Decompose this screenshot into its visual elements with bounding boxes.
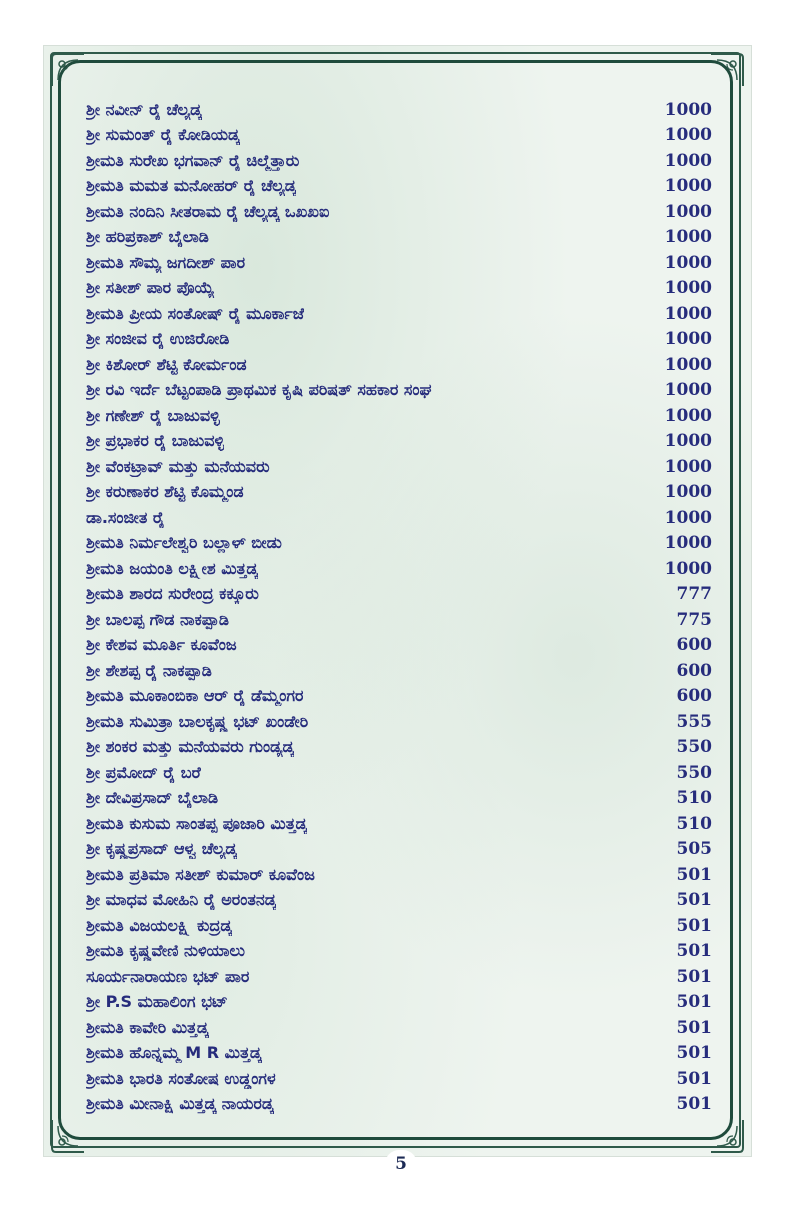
donor-row	[86, 607, 712, 633]
donor-name: ಶ್ರೀ ಕೃಷ್ಣಪ್ರಸಾದ್ ಆಳ್ವ ಚೆಲ್ಯಡ್ಕ	[86, 839, 238, 859]
donor-name: ಶ್ರೀ ಹರಿಪ್ರಕಾಶ್ ಬೈಲಾಡಿ	[86, 227, 209, 247]
donor-name: ಶ್ರೀಮತಿ ಜಯಂತಿ ಲಕ್ಷ್ಮೀಶ ಮಿತ್ತಡ್ಕ	[86, 558, 259, 578]
donor-name: ಶ್ರೀಮತಿ ವಿಜಯಲಕ್ಷ್ಮಿ ಕುದ್ರಡ್ಕ	[86, 915, 233, 935]
donor-name: ಶ್ರೀ P.S ಮಹಾಲಿಂಗ ಭಟ್	[86, 992, 228, 1012]
donor-row	[86, 658, 712, 684]
donation-amount: 510	[676, 813, 712, 834]
donor-row	[86, 811, 712, 837]
donor-row	[86, 1066, 712, 1092]
donation-amount: 1000	[664, 456, 712, 477]
donor-name: ಶ್ರೀ ಕೇಶವ ಮೂರ್ತಿ ಕೂವೆಂಜ	[86, 635, 237, 655]
donor-name: ಶ್ರೀ ಸತೀಶ್ ಪಾರ ಪೊಯ್ಯೆ	[86, 278, 215, 298]
donor-row	[86, 862, 712, 888]
donation-amount: 1000	[664, 558, 712, 579]
corner-ornament-icon	[48, 50, 88, 90]
donation-amount: 505	[676, 839, 712, 860]
donation-amount: 1000	[664, 507, 712, 528]
donation-amount: 1000	[664, 176, 712, 197]
donor-name: ಶ್ರೀ ಸುಮಂತ್ ರೈ ಕೋಡಿಯಡ್ಕ	[86, 125, 240, 145]
donor-name: ಶ್ರೀಮತಿ ಶಾರದ ಸುರೇಂದ್ರ ಕಕ್ಕೂರು	[86, 584, 259, 604]
donor-row	[86, 225, 712, 251]
donor-row	[86, 913, 712, 939]
donation-amount: 777	[676, 584, 712, 605]
donation-amount: 501	[676, 1043, 712, 1064]
donation-amount: 501	[676, 1017, 712, 1038]
donor-row	[86, 760, 712, 786]
donation-amount: 501	[676, 890, 712, 911]
donation-amount: 1000	[664, 380, 712, 401]
donation-amount: 1000	[664, 533, 712, 554]
donor-name: ಶ್ರೀಮತಿ ಕುಸುಮ ಸಾಂತಪ್ಪ ಪೂಜಾರಿ ಮಿತ್ತಡ್ಕ	[86, 813, 308, 833]
donor-row	[86, 939, 712, 965]
donation-amount: 1000	[664, 303, 712, 324]
donor-row	[86, 378, 712, 404]
donor-row	[86, 786, 712, 812]
donation-amount: 555	[676, 711, 712, 732]
donor-name: ಡಾ.ಸಂಜೀತ ರೈ	[86, 507, 165, 527]
donor-name: ಶ್ರೀ ಶೇಶಪ್ಪ ರೈ ನಾಕಪ್ಪಾಡಿ	[86, 660, 212, 680]
donor-row	[86, 1015, 712, 1041]
donor-row	[86, 505, 712, 531]
donor-row	[86, 964, 712, 990]
donor-name: ಶ್ರೀಮತಿ ಪ್ರೀಯ ಸಂತೋಷ್ ರೈ ಮೂರ್ಕಾಜೆ	[86, 303, 305, 323]
donor-name: ಶ್ರೀ ಸಂಜೀವ ರೈ ಉಜಿರೋಡಿ	[86, 329, 230, 349]
donation-amount: 501	[676, 1094, 712, 1115]
donation-amount: 501	[676, 864, 712, 885]
donor-name: ಶ್ರೀಮತಿ ನಂದಿನಿ ಸೀತರಾಮ ರೈ ಚೆಲ್ಯಡ್ಕ ಒಖಖಐ	[86, 201, 330, 221]
donor-row	[86, 97, 712, 123]
donor-name: ಶ್ರೀ ಶಂಕರ ಮತ್ತು ಮನೆಯವರು ಗುಂಡ್ಯಡ್ಕ	[86, 737, 295, 757]
donation-amount: 1000	[664, 125, 712, 146]
donation-amount: 1000	[664, 354, 712, 375]
donation-amount: 1000	[664, 329, 712, 350]
donation-amount: 1000	[664, 201, 712, 222]
donation-amount: 1000	[664, 431, 712, 452]
donor-name: ಶ್ರೀ ಗಣೇಶ್ ರೈ ಬಾಜುವಳ್ಳಿ	[86, 405, 220, 425]
donation-amount: 501	[676, 1068, 712, 1089]
donation-amount: 501	[676, 915, 712, 936]
donor-row	[86, 174, 712, 200]
donor-name: ಶ್ರೀಮತಿ ಮಮತ ಮನೋಹರ್ ರೈ ಚೆಲ್ಯಡ್ಕ	[86, 176, 297, 196]
corner-ornament-icon	[707, 50, 747, 90]
donor-row	[86, 429, 712, 455]
donation-amount: 501	[676, 992, 712, 1013]
donor-row	[86, 837, 712, 863]
donor-name: ಶ್ರೀ ರವಿ ಇರ್ದೆ ಬೆಟ್ಟಂಪಾಡಿ ಪ್ರಾಥಮಿಕ ಕೃಷಿ ಪರಿಷತ್ ಸಹಕಾರ ಸಂಘ	[86, 380, 432, 400]
donor-row	[86, 199, 712, 225]
donor-row	[86, 709, 712, 735]
donor-row	[86, 556, 712, 582]
donor-row	[86, 480, 712, 506]
donor-row	[86, 990, 712, 1016]
donation-amount: 550	[676, 737, 712, 758]
donor-row	[86, 582, 712, 608]
donor-row	[86, 276, 712, 302]
donation-amount: 1000	[664, 252, 712, 273]
donor-name: ಶ್ರೀಮತಿ ಮೀನಾಕ್ಷಿ ಮಿತ್ತಡ್ಕ ನಾಯರಡ್ಕ	[86, 1094, 274, 1114]
donor-row	[86, 735, 712, 761]
donation-amount: 1000	[664, 150, 712, 171]
donor-row	[86, 633, 712, 659]
donation-amount: 510	[676, 788, 712, 809]
donor-row	[86, 327, 712, 353]
donor-name: ಶ್ರೀ ಬಾಲಪ್ಪ ಗೌಡ ನಾಕಪ್ಪಾಡಿ	[86, 609, 229, 629]
donor-name: ಶ್ರೀಮತಿ ಕಾವೇರಿ ಮಿತ್ತಡ್ಕ	[86, 1017, 209, 1037]
donor-name: ಶ್ರೀ ಕರುಣಾಕರ ಶೆಟ್ಟಿ ಕೊಮ್ಮಂಡ	[86, 482, 244, 502]
donor-row	[86, 531, 712, 557]
donor-name: ಶ್ರೀಮತಿ ಹೊನ್ನಮ್ಮ M R ಮಿತ್ತಡ್ಕ	[86, 1043, 262, 1063]
donor-row	[86, 148, 712, 174]
donation-amount: 600	[676, 660, 712, 681]
donation-amount: 1000	[664, 278, 712, 299]
donation-amount: 501	[676, 966, 712, 987]
donor-name: ಶ್ರೀಮತಿ ಸುರೇಖ ಭಗವಾನ್ ರೈ ಚಿಲ್ಮೆತ್ತಾರು	[86, 150, 300, 170]
donation-amount: 600	[676, 686, 712, 707]
donor-row	[86, 250, 712, 276]
donor-row	[86, 1092, 712, 1118]
donation-amount: 1000	[664, 227, 712, 248]
donor-name: ಶ್ರೀ ನವೀನ್ ರೈ ಚೆಲ್ಯಡ್ಕ	[86, 99, 202, 119]
donor-row	[86, 301, 712, 327]
donor-name: ಶ್ರೀಮತಿ ಮೂಕಾಂಬಿಕಾ ಆರ್ ರೈ ಡೆಮ್ಮಂಗರ	[86, 686, 304, 706]
page-number: 5	[395, 1154, 407, 1174]
donor-row	[86, 888, 712, 914]
donation-amount: 550	[676, 762, 712, 783]
donor-list	[86, 97, 712, 1117]
donor-name: ಶ್ರೀಮತಿ ನಿರ್ಮಲೇಶ್ವರಿ ಬಲ್ಲಾಳ್ ಬೀಡು	[86, 533, 282, 553]
donor-name: ಶ್ರೀ ಕಿಶೋರ್ ಶೆಟ್ಟಿ ಕೋರ್ಮಂಡ	[86, 354, 247, 374]
donor-row	[86, 454, 712, 480]
donation-amount: 600	[676, 635, 712, 656]
donor-name: ಶ್ರೀ ಮಾಧವ ಮೋಹಿನಿ ರೈ ಅರಂತನಡ್ಕ	[86, 890, 277, 910]
corner-ornament-icon	[707, 1116, 747, 1156]
corner-ornament-icon	[48, 1116, 88, 1156]
donor-row	[86, 403, 712, 429]
donor-name: ಶ್ರೀಮತಿ ಪ್ರತಿಮಾ ಸತೀಶ್ ಕುಮಾರ್ ಕೂವೆಂಜ	[86, 864, 315, 884]
donor-name: ಶ್ರೀಮತಿ ಕೃಷ್ಣವೇಣಿ ನುಳಿಯಾಲು	[86, 941, 245, 961]
donor-row	[86, 123, 712, 149]
donor-row	[86, 352, 712, 378]
donation-amount: 775	[676, 609, 712, 630]
donor-name: ಶ್ರೀ ಪ್ರಭಾಕರ ರೈ ಬಾಜುವಳ್ಳಿ	[86, 431, 225, 451]
donor-name: ಶ್ರೀಮತಿ ಸೌಮ್ಯ ಜಗದೀಶ್ ಪಾರ	[86, 252, 246, 272]
donation-amount: 1000	[664, 482, 712, 503]
donor-name: ಶ್ರೀಮತಿ ಸುಮಿತ್ರಾ ಬಾಲಕೃಷ್ಣ ಭಟ್ ಖಂಡೇರಿ	[86, 711, 309, 731]
donation-amount: 1000	[664, 99, 712, 120]
donor-name: ಸೂರ್ಯನಾರಾಯಣ ಭಟ್ ಪಾರ	[86, 966, 250, 986]
donor-row	[86, 684, 712, 710]
donor-row	[86, 1041, 712, 1067]
page-number-badge	[385, 1150, 417, 1178]
donor-name: ಶ್ರೀ ದೇವಿಪ್ರಸಾದ್ ಬೈಲಾಡಿ	[86, 788, 219, 808]
donor-name: ಶ್ರೀ ವೆಂಕಟ್ರಾವ್ ಮತ್ತು ಮನೆಯವರು	[86, 456, 270, 476]
donor-name: ಶ್ರೀಮತಿ ಭಾರತಿ ಸಂತೋಷ ಉಡ್ಡಂಗಳ	[86, 1068, 276, 1088]
donation-amount: 501	[676, 941, 712, 962]
donation-amount: 1000	[664, 405, 712, 426]
donor-name: ಶ್ರೀ ಪ್ರಮೋದ್ ರೈ ಬರೆ	[86, 762, 201, 782]
